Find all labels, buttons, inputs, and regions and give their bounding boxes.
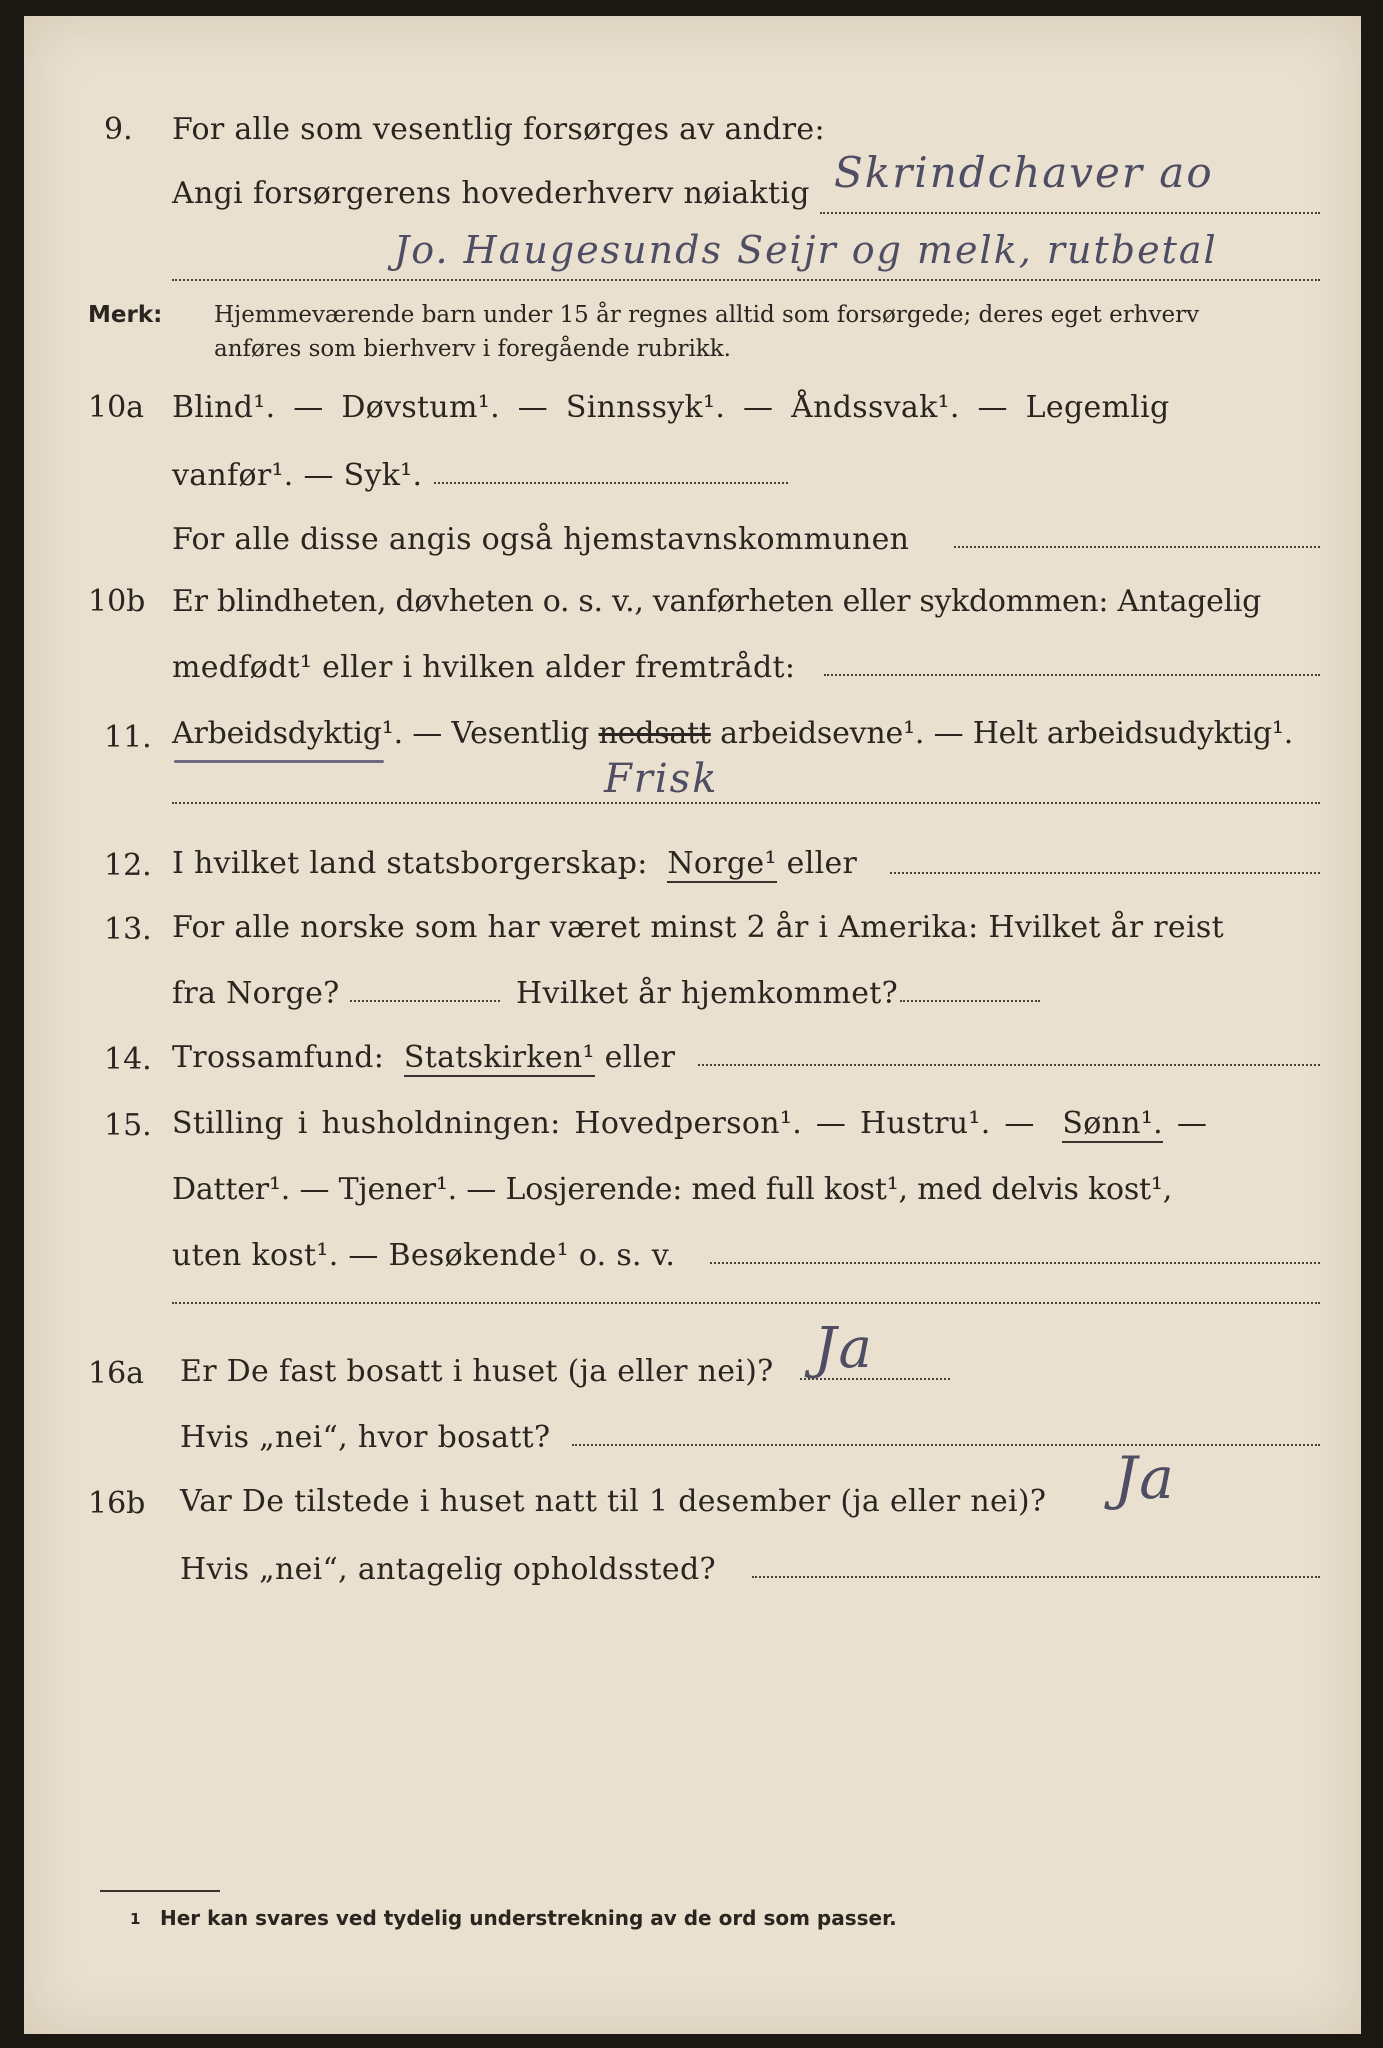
merk-label: Merk: xyxy=(88,302,163,328)
q15-number: 15. xyxy=(104,1108,152,1143)
q13-line2a: fra Norge? xyxy=(172,976,340,1011)
q15-line1-end: — xyxy=(1163,1106,1208,1141)
q16a-bosatt-answer[interactable] xyxy=(572,1444,1320,1446)
q10a-syk-answer[interactable] xyxy=(434,482,788,484)
q12-number: 12. xyxy=(104,848,152,883)
q9-handwritten-answer-1: Skrindchaver ao xyxy=(834,148,1214,197)
q10b-line2: medfødt¹ eller i hvilken alder fremtrådt: xyxy=(172,650,796,685)
q12-answer[interactable] xyxy=(890,872,1320,874)
q16a-line2: Hvis „nei“, hvor bosatt? xyxy=(180,1420,551,1455)
q13-line2b: Hvilket år hjemkommet? xyxy=(516,976,899,1011)
q10a-line2: vanfør¹. — Syk¹. xyxy=(172,458,423,493)
merk-line2: anføres som bierhverv i foregående rubrikk. xyxy=(214,336,731,362)
q11-answer-line[interactable] xyxy=(172,802,1320,804)
q16a-line1: Er De fast bosatt i huset (ja eller nei)? xyxy=(180,1354,774,1389)
q10a-hjemstavn-answer[interactable] xyxy=(954,546,1320,548)
q11-sep: — Vesentlig xyxy=(402,716,599,751)
q9-handwritten-answer-2: Jo. Haugesunds Seijr og melk, rutbetal xyxy=(394,228,1218,272)
q12-rest: eller xyxy=(776,846,858,881)
q13-hjemkommet-answer[interactable] xyxy=(900,1000,1040,1002)
q16a-handwritten-answer: Ja xyxy=(814,1316,874,1381)
q14-line xyxy=(172,1040,675,1075)
q10a-line3: For alle disse angis også hjemstavnskommunen xyxy=(172,522,910,557)
q15-line1-text: Stilling i husholdningen: Hovedperson¹. — Hustru¹. — xyxy=(172,1106,1035,1141)
q10b-line1: Er blindheten, døvheten o. s. v., vanførheten eller sykdommen: Antagelig xyxy=(172,584,1262,619)
q15-answer-extra-line[interactable] xyxy=(172,1302,1320,1304)
q10a-number: 10a xyxy=(88,390,145,425)
q11-handwritten-underline xyxy=(174,760,384,763)
q14-answer[interactable] xyxy=(698,1064,1320,1066)
q16b-handwritten-answer: Ja xyxy=(1114,1444,1176,1512)
q15-line3: uten kost¹. — Besøkende¹ o. s. v. xyxy=(172,1238,676,1273)
q11-rest: arbeidsevne¹. — Helt arbeidsudyktig¹. xyxy=(710,716,1294,751)
q15-line2: Datter¹. — Tjener¹. — Losjerende: med full kost¹, med delvis kost¹, xyxy=(172,1172,1173,1207)
footnote-text: Her kan svares ved tydelig understrekning av de ord som passer. xyxy=(160,1906,897,1930)
q12-line xyxy=(172,846,857,881)
q16b-line2: Hvis „nei“, antagelig opholdssted? xyxy=(180,1552,716,1587)
q13-reist-answer[interactable] xyxy=(350,1000,500,1002)
q14-number: 14. xyxy=(104,1042,152,1077)
q9-number: 9. xyxy=(104,112,133,147)
q14-rest: eller xyxy=(594,1040,676,1075)
q11-struck-word: nedsatt xyxy=(598,716,711,751)
q13-number: 13. xyxy=(104,912,152,947)
q11-option-arbeidsdyktig[interactable]: Arbeidsdyktig¹. xyxy=(172,716,403,751)
q14-statskirken-underlined[interactable]: Statskirken¹ xyxy=(403,1040,595,1075)
q15-line1 xyxy=(172,1106,1207,1141)
q14-text: Trossamfund: xyxy=(172,1040,385,1075)
q10a-line1: Blind¹. — Døvstum¹. — Sinnssyk¹. — Åndssvak¹. — Legemlig xyxy=(172,390,1170,425)
q9-line2: Angi forsørgerens hovederhverv nøiaktig xyxy=(172,176,810,211)
q15-sonn-underlined[interactable]: Sønn¹. xyxy=(1062,1106,1164,1141)
footnote-rule xyxy=(100,1890,220,1892)
q11-number: 11. xyxy=(104,720,152,755)
q10b-answer[interactable] xyxy=(824,674,1320,676)
footnote-marker: 1 xyxy=(130,1910,141,1928)
q16a-number: 16a xyxy=(88,1356,145,1391)
q12-norge-underlined[interactable]: Norge¹ xyxy=(667,846,777,881)
q12-text: I hvilket land statsborgerskap: xyxy=(172,846,648,881)
q9-answer-line2[interactable] xyxy=(172,279,1320,281)
census-form-page xyxy=(24,16,1361,2034)
q16b-number: 16b xyxy=(88,1486,146,1521)
q9-line1: For alle som vesentlig forsørges av andre: xyxy=(172,112,825,147)
q15-answer[interactable] xyxy=(710,1262,1320,1264)
q16b-opholdssted-answer[interactable] xyxy=(752,1576,1320,1578)
q13-line1: For alle norske som har været minst 2 år i Amerika: Hvilket år reist xyxy=(172,910,1224,945)
q10b-number: 10b xyxy=(88,584,146,619)
merk-line1: Hjemmeværende barn under 15 år regnes alltid som forsørgede; deres eget erhverv xyxy=(214,302,1200,328)
q16b-line1: Var De tilstede i huset natt til 1 desember (ja eller nei)? xyxy=(180,1484,1047,1519)
q9-answer-line1[interactable] xyxy=(820,212,1320,214)
q11-options xyxy=(172,716,1293,751)
q11-handwritten-answer: Frisk xyxy=(604,756,719,802)
